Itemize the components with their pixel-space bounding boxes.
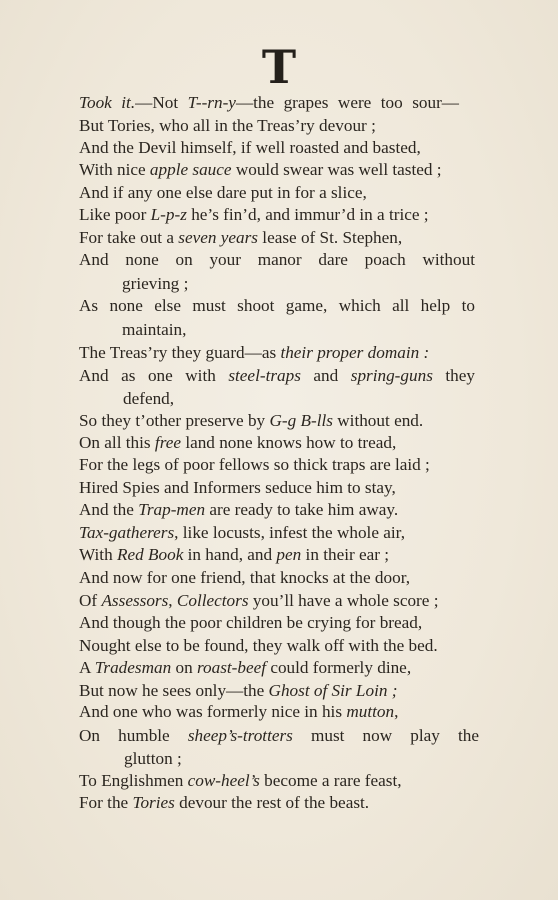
- poem-line-text: —Not: [135, 93, 188, 112]
- poem-line-text: they: [432, 366, 475, 385]
- poem-line: [79, 657, 411, 679]
- poem-line: [79, 680, 397, 702]
- poem-line-italic-text: T--rn-y: [187, 93, 236, 112]
- poem-line-text: devour the rest of the beast.: [174, 793, 370, 812]
- poem-line: [79, 92, 459, 114]
- poem-line: [79, 365, 475, 387]
- poem-line-text: ,: [168, 591, 177, 610]
- poem-line-italic-text: Took it.: [79, 93, 136, 112]
- poem-line-text: in their ear ;: [301, 545, 390, 564]
- poem-line-italic-text: steel-traps: [228, 366, 301, 385]
- poem-line: [79, 725, 479, 747]
- poem-line: [79, 499, 398, 521]
- poem-line-text: , like locusts, infest the whole air,: [174, 523, 405, 542]
- poem-line-text: and: [300, 366, 351, 385]
- poem-line-text: And now for one friend, that knocks at the door,: [79, 568, 411, 587]
- poem-line-italic-text: roast-beef: [196, 658, 267, 677]
- poem-line-text: With: [79, 545, 117, 564]
- poem-line-text: For take out a: [79, 228, 179, 247]
- poem-line: [79, 227, 402, 249]
- poem-line: [79, 249, 475, 271]
- poem-line-text: lease of St. Stephen,: [258, 228, 403, 247]
- poem-line-italic-text: Red Book: [116, 545, 184, 564]
- poem-line-text: Nought else to be found, they walk off with the bed.: [79, 636, 438, 655]
- poem-line: [79, 182, 367, 204]
- poem-line-italic-text: sheep’s-trotters: [187, 726, 293, 745]
- poem-line-text: And the: [79, 500, 139, 519]
- poem-line-italic-text: Tradesman: [94, 658, 172, 677]
- poem-line-text: Of: [79, 591, 102, 610]
- poem-line-text: And none on your manor dare poach without: [79, 250, 475, 269]
- poem-line: [79, 792, 369, 814]
- poem-line-italic-text: Collectors: [176, 591, 249, 610]
- poem-line-text: And as one with: [79, 366, 229, 385]
- poem-line: [79, 590, 438, 612]
- poem-line-text: land none knows how to tread,: [181, 433, 397, 452]
- poem-line: [79, 544, 389, 566]
- poem-line-italic-text: Ghost of Sir Loin ;: [268, 681, 398, 700]
- poem-line-text: For the: [79, 793, 133, 812]
- poem-line-text: in hand, and: [183, 545, 277, 564]
- poem-line-text: would swear was well tasted ;: [231, 160, 442, 179]
- poem-line-text: defend,: [123, 389, 175, 408]
- poem-line-text: So they t’other preserve by: [79, 411, 270, 430]
- poem-line-text: could formerly dine,: [266, 658, 412, 677]
- poem-line: [79, 204, 429, 226]
- poem-line: [123, 388, 174, 410]
- poem-line-italic-text: G-g B-lls: [269, 411, 333, 430]
- poem-line-text: —the grapes were too sour—: [235, 93, 459, 112]
- poem-line: [79, 454, 430, 476]
- poem-line-text: are ready to take him away.: [205, 500, 399, 519]
- poem-line-text: On humble: [79, 726, 188, 745]
- poem-line: [79, 137, 421, 159]
- poem-line-italic-text: Tax-gatherers: [79, 523, 175, 542]
- poem-line: [79, 295, 475, 317]
- poem-line-text: To Englishmen: [79, 771, 188, 790]
- poem-line-text: The Treas’ry they guard—as: [79, 343, 281, 362]
- poem-line: [79, 635, 438, 657]
- poem-line-text: But now he sees only—the: [79, 681, 269, 700]
- poem-line: [79, 410, 423, 432]
- poem-line-italic-text: apple sauce: [149, 160, 232, 179]
- poem-line: [79, 432, 396, 454]
- poem-line-italic-text: pen: [276, 545, 302, 564]
- poem-line-text: With nice: [79, 160, 150, 179]
- poem-line-text: But Tories, who all in the Treas’ry devour ;: [79, 116, 376, 135]
- poem-line: [79, 567, 410, 589]
- poem-line: [79, 612, 422, 634]
- poem-line-text: On all this: [79, 433, 155, 452]
- poem-line-text: A: [79, 658, 95, 677]
- poem-line: [79, 770, 402, 792]
- poem-line-text: maintain,: [122, 320, 187, 339]
- poem-line-text: you’ll have a whole score ;: [248, 591, 439, 610]
- poem-line-text: without end.: [332, 411, 424, 430]
- poem-line-text: must now play the: [292, 726, 479, 745]
- poem-line-italic-text: free: [154, 433, 182, 452]
- poem-line-italic-text: cow-heel’s: [187, 771, 260, 790]
- poem-line-text: For the legs of poor fellows so thick traps are laid ;: [79, 455, 430, 474]
- poem-line: [79, 115, 376, 137]
- poem-line-text: ,: [394, 702, 399, 721]
- poem-line-italic-text: Assessors: [101, 591, 169, 610]
- poem-line-text: glutton ;: [124, 749, 182, 768]
- poem-line-text: And if any one else dare put in for a slice,: [79, 183, 367, 202]
- poem-line-text: And one who was formerly nice in his: [79, 702, 347, 721]
- poem-line: [79, 159, 442, 181]
- poem-line-text: on: [171, 658, 197, 677]
- drop-letter-heading: T: [261, 40, 297, 94]
- poem-line-italic-text: L-p-z: [150, 205, 187, 224]
- poem-line-italic-text: spring-guns: [350, 366, 433, 385]
- poem-line-italic-text: seven years: [178, 228, 258, 247]
- poem-line-text: he’s fin’d, and immur’d in a trice ;: [186, 205, 429, 224]
- poem-line: [79, 522, 405, 544]
- poem-line-text: As none else must shoot game, which all help to: [79, 296, 475, 315]
- poem-line-italic-text: Tories: [132, 793, 175, 812]
- poem-line-italic-text: mutton: [346, 702, 395, 721]
- poem-line: [122, 319, 186, 341]
- poem-line: [79, 701, 398, 723]
- poem-line-text: grieving ;: [122, 274, 189, 293]
- poem-line-italic-text: their proper domain :: [280, 343, 430, 362]
- poem-line: [79, 342, 429, 364]
- poem-line: [79, 477, 396, 499]
- poem-line-text: become a rare feast,: [259, 771, 402, 790]
- poem-line-text: And the Devil himself, if well roasted and basted,: [79, 138, 421, 157]
- poem-line: [122, 273, 188, 295]
- poem-line-text: And though the poor children be crying for bread,: [79, 613, 423, 632]
- poem-line-italic-text: Trap-men: [138, 500, 206, 519]
- poem-line-text: Like poor: [79, 205, 151, 224]
- poem-line: [124, 748, 182, 770]
- poem-line-text: Hired Spies and Informers seduce him to stay,: [79, 478, 396, 497]
